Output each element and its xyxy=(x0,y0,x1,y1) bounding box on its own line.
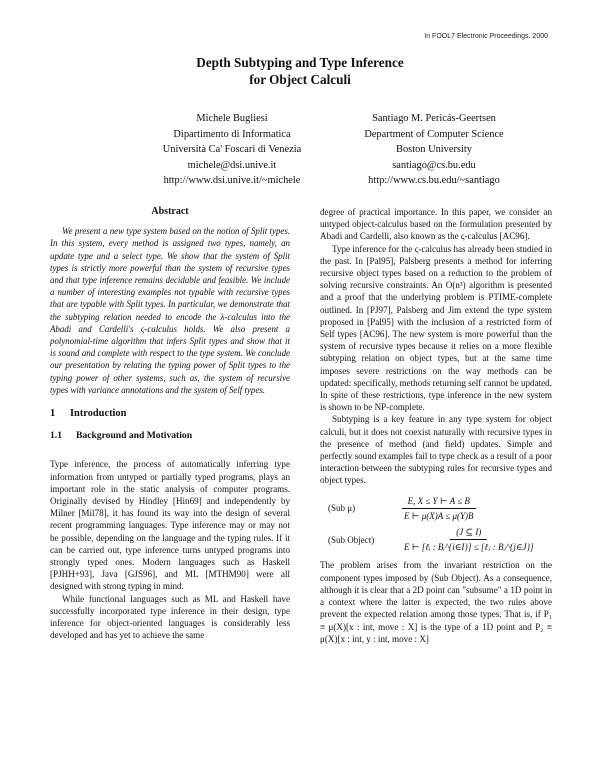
section-number: 1 xyxy=(50,408,56,420)
author-url: http://www.dsi.unive.it/~michele xyxy=(163,175,301,187)
left-column xyxy=(50,206,290,642)
paragraph: Type inference for the ς-calculus has already been studied in the past. In [Pal95], Palsberg presents a method for inferring recursive object types based on a reduction to the problem of solving recursive constraints. An O(n³) algorithm is presented and a proof that the underlying problem is PTIME-complete outlined. In [PJ97], Palsberg and Jim extend the type system proposed in [Pal95] with the inclusion of a restricted form of Self types [AC96]. The new system is more powerful than the system of recursive types because it relies on a more flexible subtyping relation on object types, but at the same time imposes severe restrictions on the way methods can be updated: specifically, methods returning self cannot be updated. In spite of these restrictions, type inference in the new system is shown to be NP-complete. xyxy=(320,243,552,413)
author-university: Università Ca' Foscari di Venezia xyxy=(162,144,302,156)
subsection-title: Background and Motivation xyxy=(76,430,193,442)
abstract-heading: Abstract xyxy=(151,206,189,217)
author-name: Michele Bugliesi xyxy=(196,113,268,124)
left-body-text xyxy=(50,458,290,641)
author-department: Dipartimento di Informatica xyxy=(173,128,291,140)
paragraph: degree of practical importance. In this paper, we consider an untyped object-calculus based on the formulation presented by Abadi and Cardelli, also known as the ς-calculus [AC96]. xyxy=(320,207,552,242)
author-block-1 xyxy=(132,111,332,189)
author-email: santiago@cs.bu.edu xyxy=(392,159,476,171)
section-title: Introduction xyxy=(70,408,127,420)
paper-title xyxy=(0,54,600,88)
title-line-2: for Object Calculi xyxy=(249,72,351,87)
rule-premise: E, X ≤ Y ⊢ A ≤ B xyxy=(402,495,476,509)
paragraph: While functional languages such as ML and Haskell have successfully incorporated type inference in their design, type inference for object-oriented languages is considerably less developed and has yet to achieve the same xyxy=(50,593,290,641)
author-department: Department of Computer Science xyxy=(364,128,504,140)
subsection-number: 1.1 xyxy=(50,430,62,442)
section-heading xyxy=(50,408,290,420)
author-block-2 xyxy=(323,111,545,189)
author-university: Boston University xyxy=(396,144,472,156)
running-head: In FOOL7 Electronic Proceedings. 2000 xyxy=(424,33,548,40)
paragraph: Subtyping is a key feature in any type system for object calculi, but it does not coexist naturally with recursive types in the presence of method (and field) updates. Simple and perfectly sound examples fail to type check as a result of a poor interaction between the subtyping rules for recursive types and object types. xyxy=(320,414,552,486)
rule-sub-mu xyxy=(320,495,552,522)
rule-conclusion: E ⊢ [ℓᵢ : Bᵢ^{i∈I}] ≤ [ℓⱼ : Bⱼ^{j∈J}] xyxy=(404,542,534,553)
subsection-heading xyxy=(50,430,290,442)
rule-sub-object xyxy=(320,526,552,553)
paragraph: The problem arises from the invariant restriction on the component types imposed by (Sub Object). As a consequence, although it is clear that a 2D point can "subsume" a 1D point in a context where the latter is expected, the two rules above prevent the expected relation among those types. That is, if P₁ ≡ μ(X)[x : int, move : X] is the type of a 1D point and P₂ ≡ μ(X)[x : int, y : int, move : X] xyxy=(320,560,552,644)
author-email: michele@dsi.unive.it xyxy=(187,159,277,171)
right-column xyxy=(320,206,552,645)
paragraph: Type inference, the process of automatically inferring type information from untyped or partially typed programs, plays an important role in the static analysis of computer programs. Originally devised by Hindley [Hin69] and independently by Milner [Mil78], it has found its way into the design of several recent programming languages. Type inference may or may not be possible, depending on the language and the typing rules. If it can be carried out, type inference turns untyped programs into strongly typed ones. Modern languages such as Haskell [PJHH+93], Java [GJS96], and ML [MTHM90] were all designed with strong typing in mind. xyxy=(50,459,290,592)
author-name: Santiago M. Pericás-Geertsen xyxy=(372,113,496,124)
title-line-1: Depth Subtyping and Type Inference xyxy=(196,55,404,70)
right-body-text-bottom xyxy=(320,559,552,644)
rule-premise: (J ⊆ I) xyxy=(450,526,487,540)
rule-fraction xyxy=(398,526,540,553)
right-body-text xyxy=(320,206,552,487)
rule-fraction xyxy=(398,495,480,522)
rule-label: (Sub μ) xyxy=(328,503,356,514)
typing-rules xyxy=(320,495,552,554)
abstract-text: We present a new type system based on the notion of Split types. In this system, every method is assigned two types, namely, an update type and a select type. We show that the system of Split types is strictly more powerful than the system of recursive types and that type inference remains decidable and feasible. We include a number of interesting examples not typable with recursive types that are typable with Split types. In particular, we demonstrate that the subtyping relation needed to encode the λ-calculus into the Abadi and Cardelli's ς-calculus holds. We also present a polynomial-time algorithm that infers Split types and show that it is sound and complete with respect to the type system. We conclude our presentation by relating the typing power of Split types to the typing power of other systems, such as, the system of recursive types with variance annotations and the system of Self types. xyxy=(50,226,290,395)
author-url: http://www.cs.bu.edu/~santiago xyxy=(368,175,500,187)
rule-label: (Sub Object) xyxy=(328,534,375,545)
abstract-body xyxy=(50,225,290,396)
rule-conclusion: E ⊢ μ(X)A ≤ μ(Y)B xyxy=(404,510,474,521)
